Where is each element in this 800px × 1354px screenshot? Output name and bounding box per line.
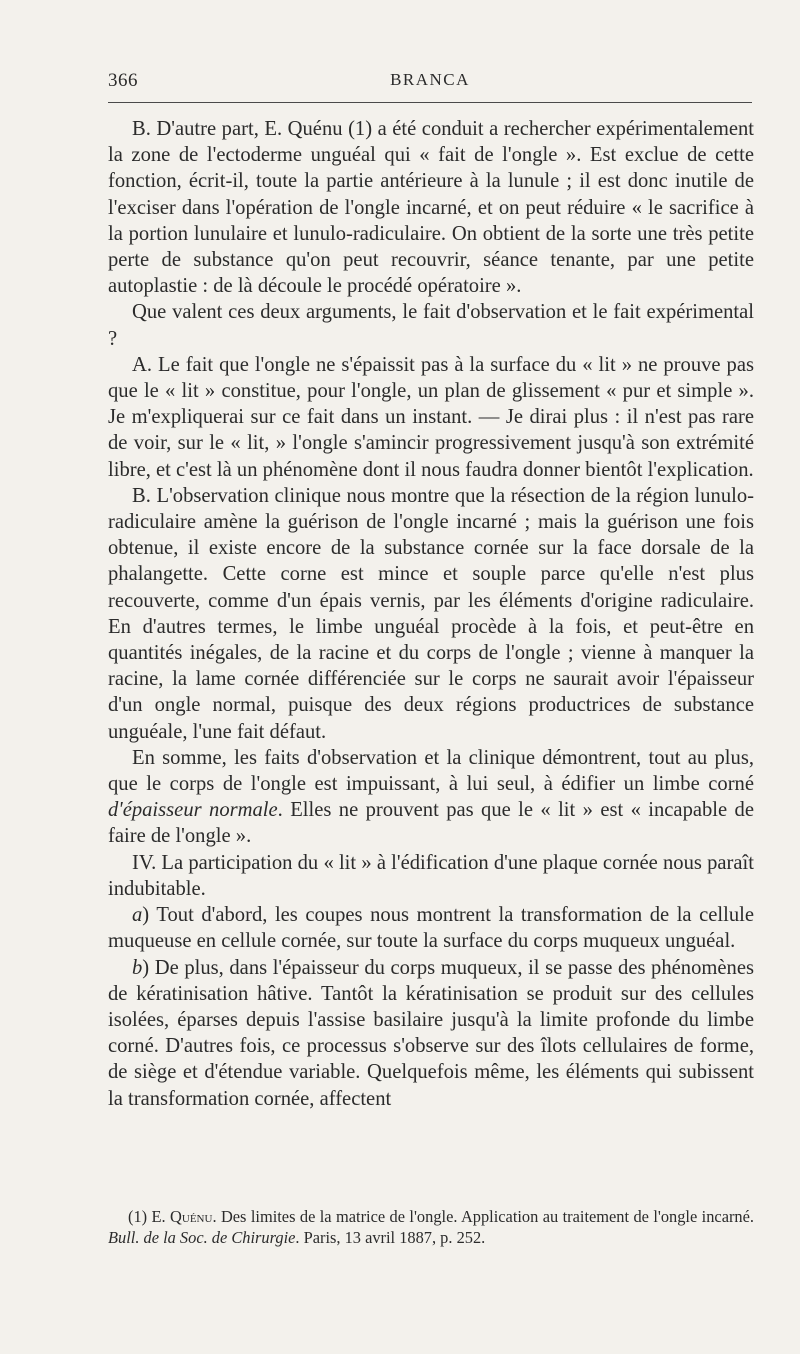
enumeration-letter: b: [132, 956, 143, 979]
body-text: [108, 116, 754, 1112]
footnote-body: . Des limites de la matrice de l'ongle. Application au traitement de l'ongle incarné.: [212, 1207, 754, 1226]
footnote-text: [108, 1206, 754, 1248]
paragraph-text: ) De plus, dans l'épaisseur du corps muqueux, il se passe des phénomènes de kératinisation hâtive. Tantôt la kératinisation se produit sur des cellules isolées, éparses depuis l'assise basilaire jusqu'à la limite profonde du limbe corné. D'autres fois, ce processus s'observe sur des îlots cellulaires de forme, de siège et d'étendue variable. Quelquefois même, les éléments qui subissent la transformation cornée, affectent: [108, 956, 754, 1110]
page-number: 366: [108, 70, 138, 91]
paragraph-text: IV. La participation du « lit » à l'édification d'une plaque cornée nous paraît indubitable.: [108, 851, 754, 900]
paragraph-text: B. D'autre part, E. Quénu (1) a été conduit a rechercher expérimentalement la zone de l'ectoderme unguéal qui « fait de l'ongle ». Est exclue de cette fonction, écrit-il, toute la partie antérieure à la lunule ; il est donc inutile de l'exciser dans l'opération de l'ongle incarné, et on peut réduire « le sacrifice à la portion lunulaire et lunulo-radiculaire. On obtient de la sorte une très petite perte de substance qu'on peut recouvrir, séance tenante, par une petite autoplastie : de là découle le procédé opératoire ».: [108, 118, 754, 298]
paragraph-text: A. Le fait que l'ongle ne s'épaissit pas à la surface du « lit » ne prouve pas que le « lit » constitue, pour l'ongle, un plan de glissement « pur et simple ». Je m'expliquerai sur ce fait dans un instant. — Je dirai plus : il n'est pas rare de voir, sur le « lit, » l'ongle s'amincir progressivement jusqu'à son extrémité libre, et c'est là un phénomène dont il nous faudra donner bientôt l'explication.: [108, 353, 754, 481]
footnote-journal: Bull. de la Soc. de Chirurgie: [108, 1228, 296, 1247]
paragraph-text: En somme, les faits d'observation et la clinique démontrent, tout au plus, que le corps de l'ongle est impuissant, à lui seul, à édifier un limbe corné: [108, 746, 754, 796]
paragraph-b-keratinisation: [108, 955, 754, 1112]
paragraph-b-clinical: [108, 483, 754, 745]
paragraph-text: ) Tout d'abord, les coupes nous montrent la transformation de la cellule muqueuse en cellule cornée, sur toute la surface du corps muqueux unguéal.: [108, 904, 754, 953]
paragraph-a-fact: [108, 352, 754, 483]
footnote-tail: . Paris, 13 avril 1887, p. 252.: [295, 1228, 486, 1247]
paragraph-b-quenu: [108, 116, 754, 299]
footnote: [108, 1206, 754, 1248]
paragraph-iv: [108, 850, 754, 902]
paragraph-text: Que valent ces deux arguments, le fait d'observation et le fait expérimental ?: [108, 301, 754, 350]
paragraph-question: [108, 299, 754, 351]
enumeration-letter: a: [132, 904, 143, 927]
paragraph-text: B. L'observation clinique nous montre que la résection de la région lunulo-radiculaire amène la guérison de l'ongle incarné ; mais la guérison une fois obtenue, il existe encore de la substance cornée sur la face dorsale de la phalangette. Cette corne est mince et souple parce qu'elle n'est plus recouverte, comme d'un épais vernis, par les éléments d'origine radiculaire. En d'autres termes, le limbe unguéal procède à la fois, et peut-être en quantités inégales, de la racine et du corps de l'ongle ; vienne à manquer la racine, la lame cornée différenciée sur le corps ne saurait avoir l'épaisseur d'un ongle normal, puisque des deux régions productrices de substance unguéale, l'une fait défaut.: [108, 484, 754, 743]
paragraph-summary: [108, 745, 754, 850]
footnote-marker: (1) E.: [128, 1207, 171, 1226]
paragraph-a-sections: [108, 902, 754, 954]
footnote-author: Quénu: [170, 1207, 213, 1226]
emphasis-text: d'épaisseur normale: [108, 799, 278, 822]
page-header: [108, 62, 752, 103]
running-head: BRANCA: [390, 70, 470, 89]
paragraph-text: . Elles ne prouvent pas que le « lit » est « incapable de faire de l'ongle ».: [108, 799, 754, 848]
